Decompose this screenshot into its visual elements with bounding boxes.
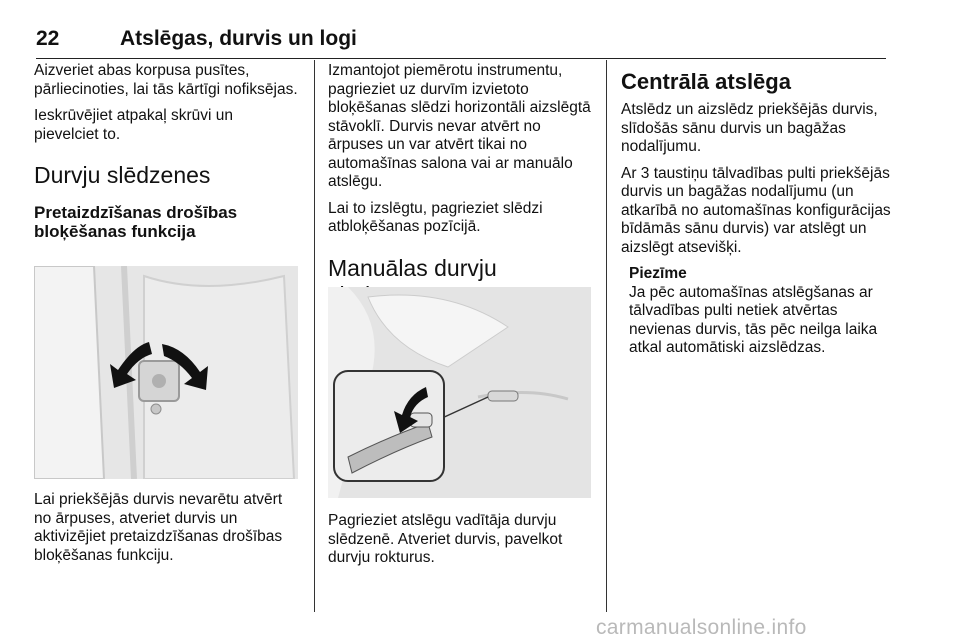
column-1 xyxy=(34,62,300,251)
header-divider xyxy=(36,58,886,59)
anti-theft-caption: Lai priekšējās durvis nevarētu atvērt no ārpuses, atveriet durvis un aktivizējiet pretaizdzīšanas drošības bloķēšanas funkciju. xyxy=(34,491,283,564)
unlock-instruction-paragraph: Lai to izslēgtu, pagrieziet slēdzi atbloķēšanas pozīcijā. xyxy=(328,199,543,235)
door-handle-illustration xyxy=(328,287,591,498)
note-box xyxy=(629,265,891,358)
central-locking-paragraph-2: Ar 3 taustiņu tālvadības pulti priekšējās durvis un bagāžas nodalījumu (un atkarībā no automašīnas konfigurācijas bīdāmās sānu durvis) var atslēgt un aizslēgt atsevišķi. xyxy=(621,164,891,256)
intro-paragraph-2: Ieskrūvējiet atpakaļ skrūvi un pievelciet to. xyxy=(34,107,234,143)
column-3 xyxy=(621,62,891,366)
page-header xyxy=(36,22,886,52)
door-lock-illustration xyxy=(34,266,298,479)
column-2 xyxy=(328,62,596,323)
section-title-central-locking: Centrālā atslēga xyxy=(621,69,791,94)
section-title-door-locks: Durvju slēdzenes xyxy=(34,162,211,188)
section-title-manual-locks: Manuālas durvju xyxy=(328,254,497,281)
lock-instruction-paragraph: Izmantojot piemērotu instrumentu, pagrieziet uz durvīm izvietoto bloķēšanas slēdzi horizontāli aizslēgtā stāvoklī. Durvis nevar atvērt no ārpuses un var atvērt tikai no automašīnas salona vai ar manuālo atslēgu. xyxy=(328,62,591,190)
chapter-title: Atslēgas, durvis un logi xyxy=(120,27,357,50)
column-divider-1 xyxy=(314,60,315,612)
page-number: 22 xyxy=(36,27,60,50)
column-divider-2 xyxy=(606,60,607,612)
note-text: Ja pēc automašīnas atslēgšanas ar tālvadības pulti netiek atvērtas nevienas durvis, tās pēc neilga laika atkal automātiski aizslēdzas. xyxy=(629,283,878,356)
central-locking-paragraph-1: Atslēdz un aizslēdz priekšējās durvis, slīdošās sānu durvis un bagāžas nodalījumu. xyxy=(621,101,878,155)
note-title: Piezīme xyxy=(629,265,687,282)
intro-paragraph-1: Aizveriet abas korpusa pusītes, pārliecinoties, lai tās kārtīgi nofiksējas. xyxy=(34,62,298,98)
watermark: carmanualsonline.info xyxy=(596,616,807,639)
subsection-title-anti-theft: Pretaizdzīšanas drošības bloķēšanas funkcija xyxy=(34,203,238,241)
manual-lock-caption: Pagrieziet atslēgu vadītāja durvju slēdzenē. Atveriet durvis, pavelkot durvju rokturus. xyxy=(328,512,563,566)
